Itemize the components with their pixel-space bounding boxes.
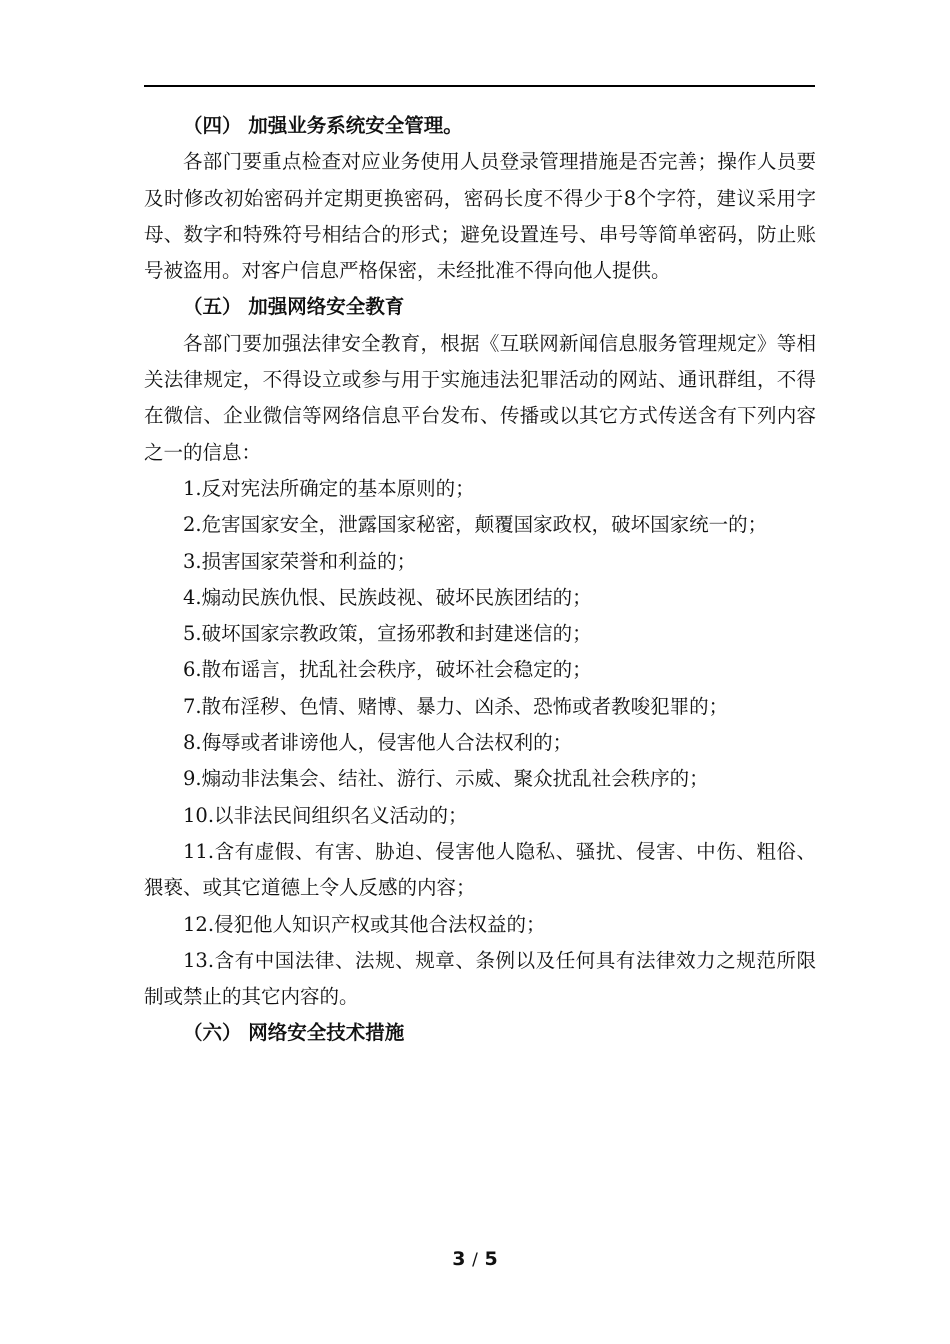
list-item: 1.反对宪法所确定的基本原则的； [183, 476, 475, 500]
list-item: 12.侵犯他人知识产权或其他合法权益的； [183, 912, 546, 936]
list-item: 11.含有虚假、有害、胁迫、侵害他人隐私、骚扰、侵害、中伤、粗俗、猥亵、或其它道德上令人反感的内容； [144, 839, 816, 900]
current-page: 3 [452, 1248, 466, 1270]
page-number [0, 1248, 950, 1270]
header-rule [144, 85, 815, 87]
list-item: 7.散布淫秽、色情、赌博、暴力、凶杀、恐怖或者教唆犯罪的； [183, 694, 729, 718]
list-item: 10.以非法民间组织名义活动的； [183, 803, 468, 827]
section-6-heading: （六） 网络安全技术措施 [183, 1021, 405, 1045]
section-4-heading: （四） 加强业务系统安全管理。 [183, 114, 463, 137]
section-4-body: 各部门要重点检查对应业务使用人员登录管理措施是否完善；操作人员要及时修改初始密码并定期更换密码，密码长度不得少于8个字符，建议采用字母、数字和特殊符号相结合的形式；避免设置连号、串号等简单密码，防止账号被盗用。对客户信息严格保密，未经批准不得向他人提供。 [144, 150, 816, 283]
total-pages: 5 [484, 1248, 498, 1270]
document-body [144, 108, 816, 1052]
list-item: 9.煽动非法集会、结社、游行、示威、聚众扰乱社会秩序的； [183, 767, 709, 791]
list-item: 6.散布谣言，扰乱社会秩序，破坏社会稳定的； [183, 658, 592, 682]
list-item: 4.煽动民族仇恨、民族歧视、破坏民族团结的； [183, 585, 592, 609]
list-item: 2.危害国家安全，泄露国家秘密，颠覆国家政权，破坏国家统一的； [183, 513, 768, 537]
list-item: 3.损害国家荣誉和利益的； [183, 549, 417, 573]
section-5-heading: （五） 加强网络安全教育 [183, 295, 405, 319]
list-item: 13.含有中国法律、法规、规章、条例以及任何具有法律效力之规范所限制或禁止的其它内容的。 [144, 948, 816, 1009]
section-5-body: 各部门要加强法律安全教育，根据《互联网新闻信息服务管理规定》等相关法律规定，不得设立或参与用于实施违法犯罪活动的网站、通讯群组，不得在微信、企业微信等网络信息平台发布、传播或以其它方式传送含有下列内容之一的信息： [144, 331, 816, 464]
page-separator: / [472, 1250, 478, 1270]
list-item: 8.侮辱或者诽谤他人，侵害他人合法权利的； [183, 731, 573, 755]
list-item: 5.破坏国家宗教政策，宣扬邪教和封建迷信的； [183, 622, 592, 646]
